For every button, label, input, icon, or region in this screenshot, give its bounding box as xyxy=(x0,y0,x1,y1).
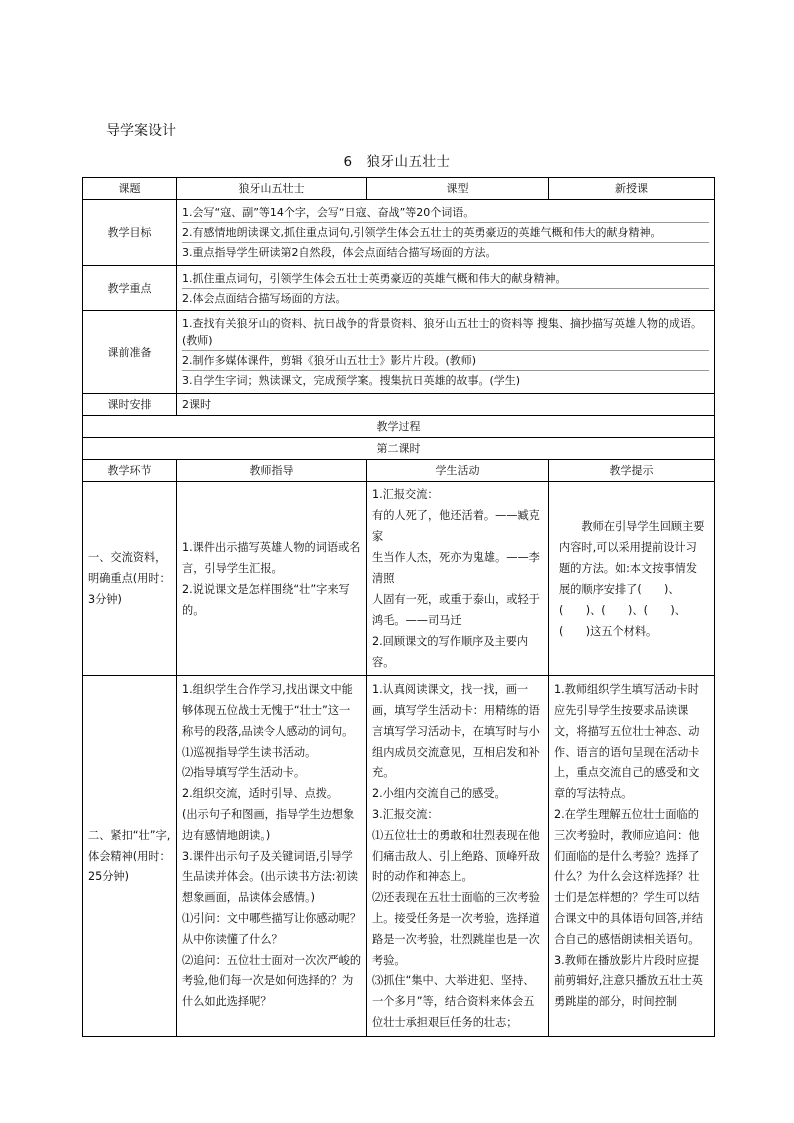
period-title: 第二课时 xyxy=(83,438,715,460)
goal-item: 1.会写“寇、副”等14个字，会写“日寇、奋战”等20个词语。 xyxy=(182,205,475,219)
prep-item: 2.制作多媒体课件，剪辑《狼牙山五壮士》影片片段。(教师) xyxy=(182,350,709,370)
process-row-1 xyxy=(83,482,715,676)
goals-row xyxy=(83,200,715,266)
period-title-row xyxy=(83,438,715,460)
column-header-row xyxy=(83,460,715,482)
column-header: 学生活动 xyxy=(367,460,549,482)
teacher-cell: 1.课件出示描写英雄人物的词语或名言，引导学生汇报。 2.说说课文是怎样围绕“壮”字来写的。 xyxy=(177,482,367,676)
column-header: 教学环节 xyxy=(83,460,177,482)
prep-label: 课前准备 xyxy=(83,311,177,394)
lesson-plan-table xyxy=(82,177,715,1037)
schedule-value: 2课时 xyxy=(177,394,715,416)
stage-cell: 一、交流资料，明确重点(用时：3分钟) xyxy=(83,482,177,676)
hint-cell: 教师在引导学生回顾主要内容时,可以采用提前设计习题的方法。如:本文按事情发展的顺序安排了( )、( )、( )、( )、( )这五个材料。 xyxy=(549,482,715,676)
student-cell: 1.汇报交流： 有的人死了，他还活着。——臧克家 生当作人杰，死亦为鬼雄。——李清照 人固有一死，或重于泰山，或轻于鸿毛。——司马迁 2.回顾课文的写作顺序及主要内容。 xyxy=(367,482,549,676)
focus-item: 1.抓住重点词句，引领学生体会五壮士英勇豪迈的英雄气概和伟大的献身精神。 xyxy=(182,271,567,285)
schedule-row xyxy=(83,394,715,416)
schedule-label: 课时安排 xyxy=(83,394,177,416)
focus-content xyxy=(177,266,715,311)
prep-item: 1.查找有关狼牙山的资料、抗日战争的背景资料、狼牙山五壮士的资料等 搜集、摘抄描写英雄人物的成语。(教师) xyxy=(182,316,702,347)
focus-item: 2.体会点面结合描写场面的方法。 xyxy=(182,288,709,308)
lesson-title-cell: 狼牙山五壮士 xyxy=(177,178,367,200)
student-cell: 1.认真阅读课文，找一找，画一画，填写学生活动卡：用精练的语言填写学习活动卡，在填写时与小组内成员交流意见，互相启发和补充。 2.小组内交流自己的感受。 3.汇报交流： ⑴五位壮士的勇敢和壮烈表现在他们痛击敌人、引上绝路、顶峰歼敌时的动作和神态上。 ⑵还表现在五壮士面临的三次考验上。接受任务是一次考验，选择道路是一次考验，壮烈跳崖也是一次考验。 ⑶抓住“集中、大举进犯、坚持、一个多月”等，结合资料来体会五位壮士承担艰巨任务的壮志； xyxy=(367,676,549,1037)
column-header: 教师指导 xyxy=(177,460,367,482)
lesson-type-cell: 新授课 xyxy=(549,178,715,200)
stage-cell: 二、紧扣“壮”字,体会精神(用时：25分钟) xyxy=(83,676,177,1037)
prep-item: 3.自学生字词；熟读课文，完成预学案。搜集抗日英雄的故事。(学生) xyxy=(182,370,709,390)
hint-cell: 1.教师组织学生填写活动卡时应先引导学生按要求品读课文，将描写五位壮士神态、动作、语言的语句呈现在活动卡上，重点交流自己的感受和文章的写法特点。 2.在学生理解五位壮士面临的三次考验时，教师应追问：他们面临的是什么考验？选择了什么？为什么会这样选择？壮士们是怎样想的？学生可以结合课文中的具体语句回答,并结合自己的感悟朗读相关语句。 3.教师在播放影片片段时应提前剪辑好,注意只播放五壮士英勇跳崖的部分，时间控制 xyxy=(549,676,715,1037)
column-header: 教学提示 xyxy=(549,460,715,482)
goals-content xyxy=(177,200,715,266)
lesson-title: 6 狼牙山五壮士 xyxy=(343,154,451,170)
process-row-2 xyxy=(83,676,715,1037)
label-title: 课题 xyxy=(83,178,177,200)
goal-item: 2.有感情地朗读课文,抓住重点词句,引领学生体会五壮士的英勇豪迈的英雄气概和伟大的献身精神。 xyxy=(182,222,709,242)
goal-item: 3.重点指导学生研读第2自然段，体会点面结合描写场面的方法。 xyxy=(182,242,709,262)
prep-row xyxy=(83,311,715,394)
document-heading: 导学案设计 xyxy=(106,123,176,139)
process-title: 教学过程 xyxy=(83,416,715,438)
prep-content xyxy=(177,311,715,394)
label-type: 课型 xyxy=(367,178,549,200)
teacher-cell: 1.组织学生合作学习,找出课文中能够体现五位战士无愧于“壮士”这一称号的段落,品读令人感动的词句。 ⑴巡视指导学生读书活动。 ⑵指导填写学生活动卡。 2.组织交流，适时引导、点拨。 (出示句子和图画，指导学生边想象边有感情地朗读。) 3.课件出示句子及关键词语,引导学生品读并体会。(出示读书方法:初读想象画面，品读体会感情。) ⑴引问：文中哪些描写让你感动呢？从中你读懂了什么？ ⑵追问：五位壮士面对一次次严峻的考验,他们每一次是如何选择的？为什么如此选择呢？ xyxy=(177,676,367,1037)
focus-row xyxy=(83,266,715,311)
process-title-row xyxy=(83,416,715,438)
focus-label: 教学重点 xyxy=(83,266,177,311)
info-row xyxy=(83,178,715,200)
goals-label: 教学目标 xyxy=(83,200,177,266)
